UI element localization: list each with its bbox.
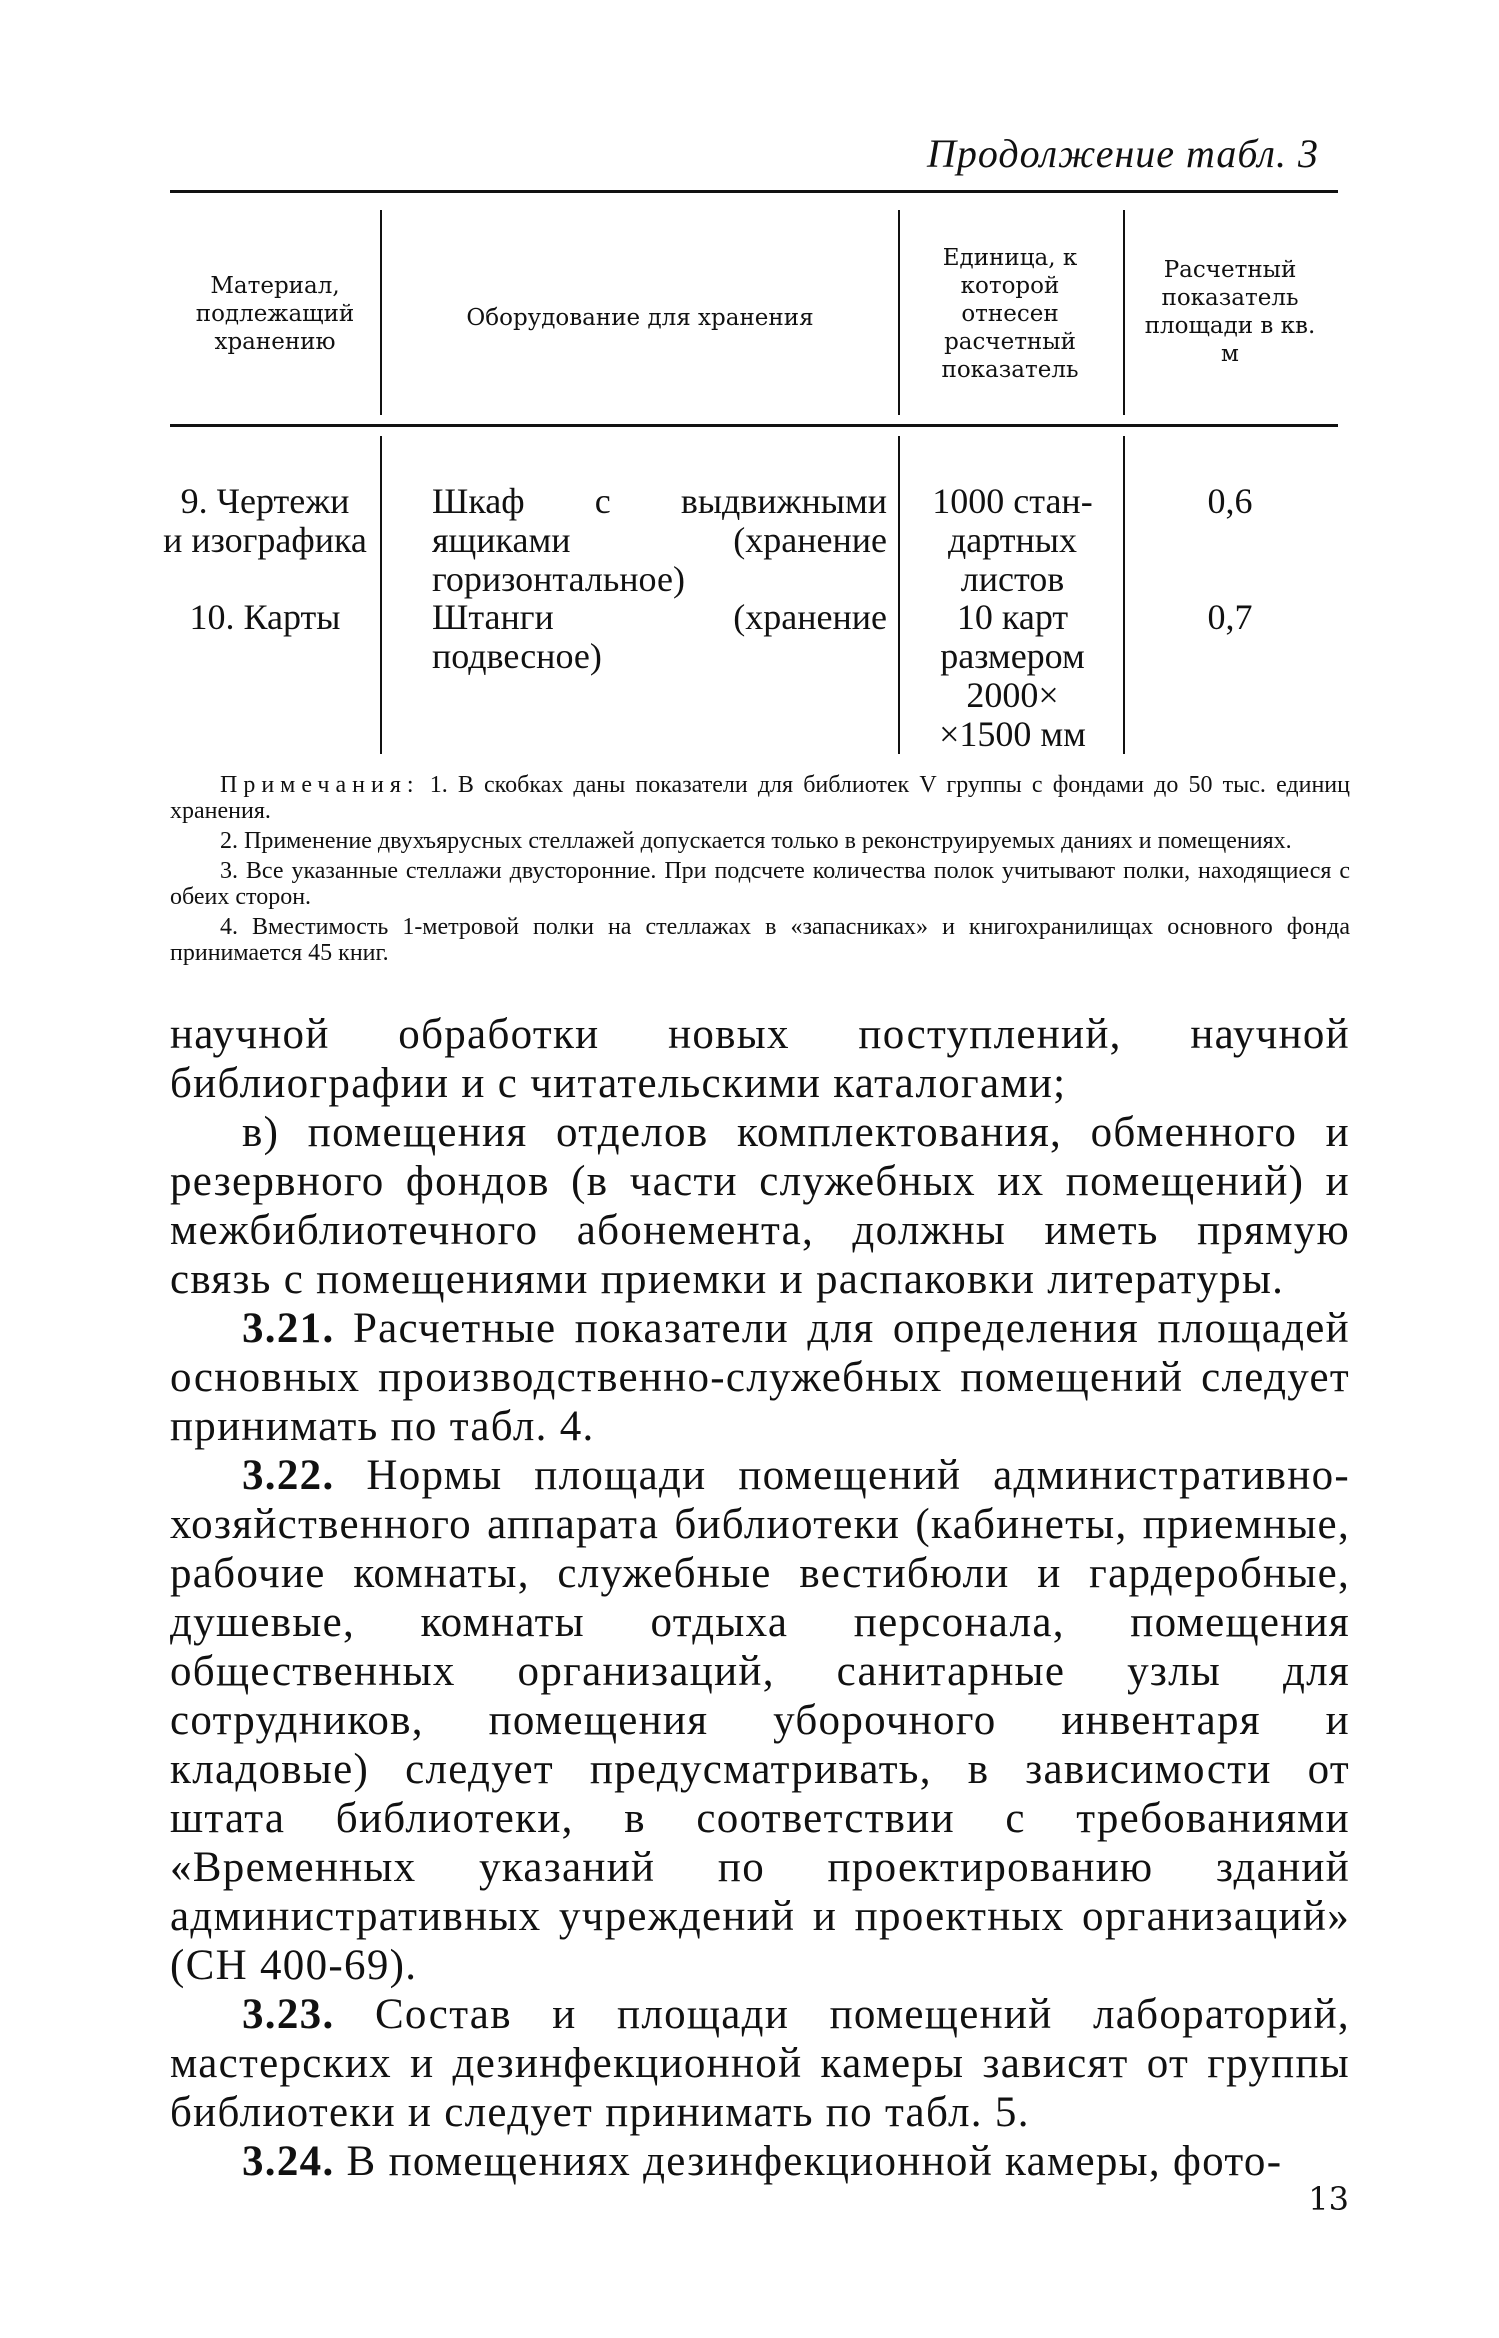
table-continuation-caption: Продолжение табл. 3 bbox=[926, 131, 1319, 176]
table-col-divider-3-body bbox=[1123, 436, 1125, 754]
table-col-divider-2 bbox=[898, 210, 900, 415]
note-1: Примечания: 1. В скобках даны показатели для библиотек V группы с фондами до 50 тыс. единиц хранения. bbox=[170, 772, 1350, 824]
row-1-unit: 1000 стан- дартных листов bbox=[932, 481, 1093, 599]
table-col-divider-2-body bbox=[898, 436, 900, 754]
row-1-equipment: Шкаф с выдвижными ящиками (хранение горизонтальное) bbox=[432, 481, 887, 599]
paragraph-3-21: 3.21. Расчетные показатели для определения площадей основных производственно-служебных помещений следует принимать по табл. 4. bbox=[170, 1305, 1350, 1450]
clause-number: 3.24. bbox=[242, 2138, 335, 2185]
table-col-divider-3 bbox=[1123, 210, 1125, 415]
row-2-value: 0,7 bbox=[1207, 597, 1253, 637]
paragraph-3-24: 3.24. В помещениях дезинфекционной камеры, фото- bbox=[242, 2138, 1283, 2185]
paragraph-3-23: 3.23. Состав и площади помещений лабораторий, мастерских и дезинфекционной камеры зависят от группы библиотеки и следует принимать по табл. 5. bbox=[170, 1991, 1350, 2136]
note-4: 4. Вместимость 1-метровой полки на стеллажах в «запасниках» и книгохранилищах основного фонда принимается 45 книг. bbox=[170, 914, 1350, 966]
row-1-material: 9. Чертежи и изографика bbox=[163, 481, 367, 560]
row-2-equipment: Штанги (хранение подвесное) bbox=[432, 597, 887, 676]
paragraph-3-22: 3.22. Нормы площади помещений административно-хозяйственного аппарата библиотеки (кабинеты, приемные, рабочие комнаты, служебные вестибюли и гардеробные, душевые, комнаты отдыха персонала, помещения общественных организаций, санитарные узлы для сотрудников, помещения уборочного инвентаря и кладовые) следует предусматривать, в зависимости от штата библиотеки, в соответствии с требованиями «Временных указаний по проектированию зданий административных учреждений и проектных организаций» (СН 400-69). bbox=[170, 1452, 1350, 1989]
table-col-divider-1 bbox=[380, 210, 382, 415]
header-material: Материал, подлежащий хранению bbox=[195, 273, 355, 355]
header-equipment: Оборудование для хранения bbox=[466, 305, 814, 331]
paragraph-v: в) помещения отделов комплектования, обменного и резервного фондов (в части служебных их помещений) и межбиблиотечного абонемента, должны иметь прямую связь с помещениями приемки и распаковки литературы. bbox=[170, 1109, 1350, 1303]
body-text bbox=[170, 1010, 1350, 2186]
row-2-material: 10. Карты bbox=[189, 597, 341, 637]
table-notes bbox=[170, 772, 1350, 970]
notes-label: Примечания: bbox=[220, 772, 420, 798]
note-2: 2. Применение двухъярусных стеллажей допускается только в реконструируемых даниях и помещениях. bbox=[220, 828, 1292, 854]
clause-number: 3.23. bbox=[242, 1991, 335, 2038]
note-3: 3. Все указанные стеллажи двусторонние. При подсчете количества полок учитывают полки, находящиеся с обеих сторон. bbox=[170, 858, 1350, 910]
table-col-divider-1-body bbox=[380, 436, 382, 754]
clause-number: 3.21. bbox=[242, 1305, 335, 1352]
row-1-value: 0,6 bbox=[1207, 481, 1253, 521]
header-unit: Единица, к которой отнесен расчетный показатель bbox=[941, 245, 1079, 383]
table-top-rule bbox=[170, 190, 1338, 193]
page-number: 13 bbox=[1308, 2180, 1349, 2218]
table-header-rule bbox=[170, 424, 1338, 427]
paragraph-continuation: научной обработки новых поступлений, научной библиографии и с читательскими каталогами; bbox=[170, 1011, 1350, 1107]
row-2-unit: 10 карт размером 2000× ×1500 мм bbox=[939, 597, 1086, 754]
clause-number: 3.22. bbox=[242, 1452, 335, 1499]
header-value: Расчетный показатель площади в кв. м bbox=[1144, 257, 1316, 367]
